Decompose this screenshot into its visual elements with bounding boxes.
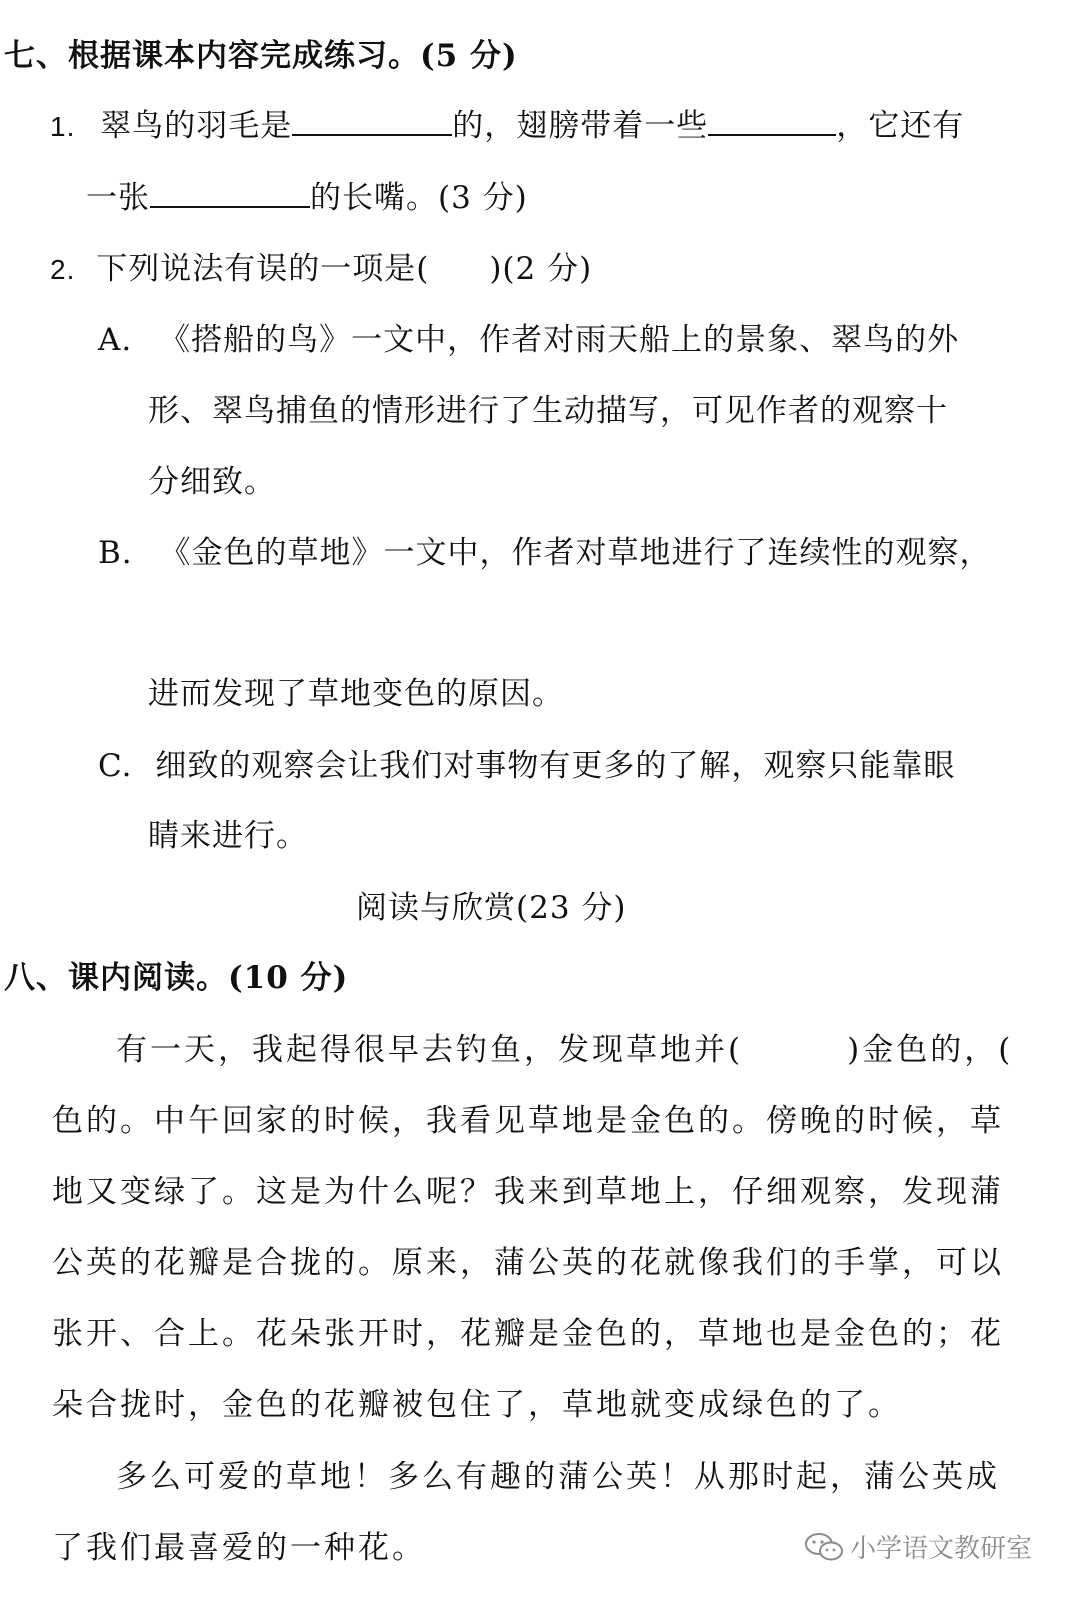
option-c-label: C. [98, 748, 133, 784]
question-1-number: 1. [50, 111, 76, 142]
option-b-line-1 [98, 533, 992, 573]
passage-line: 色的。中午回家的时候，我看见草地是金色的。傍晚的时候，草 [52, 1103, 1004, 1139]
passage-line: 公英的花瓣是合拢的。原来，蒲公英的花就像我们的手掌，可以 [52, 1245, 1004, 1281]
passage-line: 张开、合上。花朵张开时，花瓣是金色的，草地也是金色的；花 [52, 1316, 1004, 1352]
option-c-line-2: 睛来进行。 [148, 818, 308, 854]
option-c-line-1 [98, 746, 955, 786]
option-c-text: 细致的观察会让我们对事物有更多的了解，观察只能靠眼 [155, 748, 956, 784]
question-1-text: 的长嘴。(3 分) [310, 180, 528, 216]
section-7-title: 七、根据课本内容完成练习。(5 分) [4, 38, 518, 74]
passage-text: 有一天，我起得很早去钓鱼，发现草地并( [116, 1032, 744, 1068]
section-8-title: 八、课内阅读。(10 分) [4, 960, 349, 996]
option-b-line-2: 进而发现了草地变色的原因。 [148, 676, 564, 712]
option-a-text: 《搭船的鸟》一文中，作者对雨天船上的景象、翠鸟的外 [159, 322, 960, 358]
reading-section-heading: 阅读与欣赏(23 分) [356, 890, 627, 926]
answer-blank[interactable] [292, 106, 452, 136]
option-a-label: A. [98, 322, 133, 358]
watermark [804, 1528, 1032, 1565]
question-2-number: 2. [50, 254, 76, 285]
option-a-line-3: 分细致。 [148, 464, 276, 500]
passage-line [116, 1030, 1013, 1070]
option-a-line-1 [98, 320, 959, 360]
passage-line: 了我们最喜爱的一种花。 [52, 1530, 426, 1566]
question-1-text: 一张 [86, 180, 150, 216]
question-1-text: 的，翅膀带着一些 [452, 108, 709, 144]
question-1-line-1 [50, 106, 964, 147]
passage-line: 朵合拢时，金色的花瓣被包住了，草地就变成绿色的了。 [52, 1387, 902, 1423]
question-2-text: 下列说法有误的一项是( [96, 251, 430, 287]
question-2-text: )(2 分) [489, 251, 593, 287]
passage-line: 多么可爱的草地！多么有趣的蒲公英！从那时起，蒲公英成 [116, 1459, 1000, 1495]
option-a-line-2: 形、翠鸟捕鱼的情形进行了生动描写，可见作者的观察十 [148, 393, 948, 429]
question-1-text: 翠鸟的羽毛是 [100, 108, 293, 144]
option-b-text: 《金色的草地》一文中，作者对草地进行了连续性的观察， [159, 535, 992, 571]
watermark-text: 小学语文教研室 [849, 1534, 1032, 1564]
question-2-stem [50, 249, 592, 290]
answer-blank[interactable] [150, 178, 310, 208]
option-b-label: B. [98, 535, 133, 571]
answer-blank[interactable] [708, 106, 836, 136]
question-1-text: ，它还有 [836, 108, 965, 144]
wechat-icon [804, 1532, 844, 1562]
passage-line: 地又变绿了。这是为什么呢？我来到草地上，仔细观察，发现蒲 [52, 1174, 1004, 1210]
passage-text: )金色的，( [847, 1032, 1014, 1068]
question-1-line-2 [86, 178, 528, 218]
